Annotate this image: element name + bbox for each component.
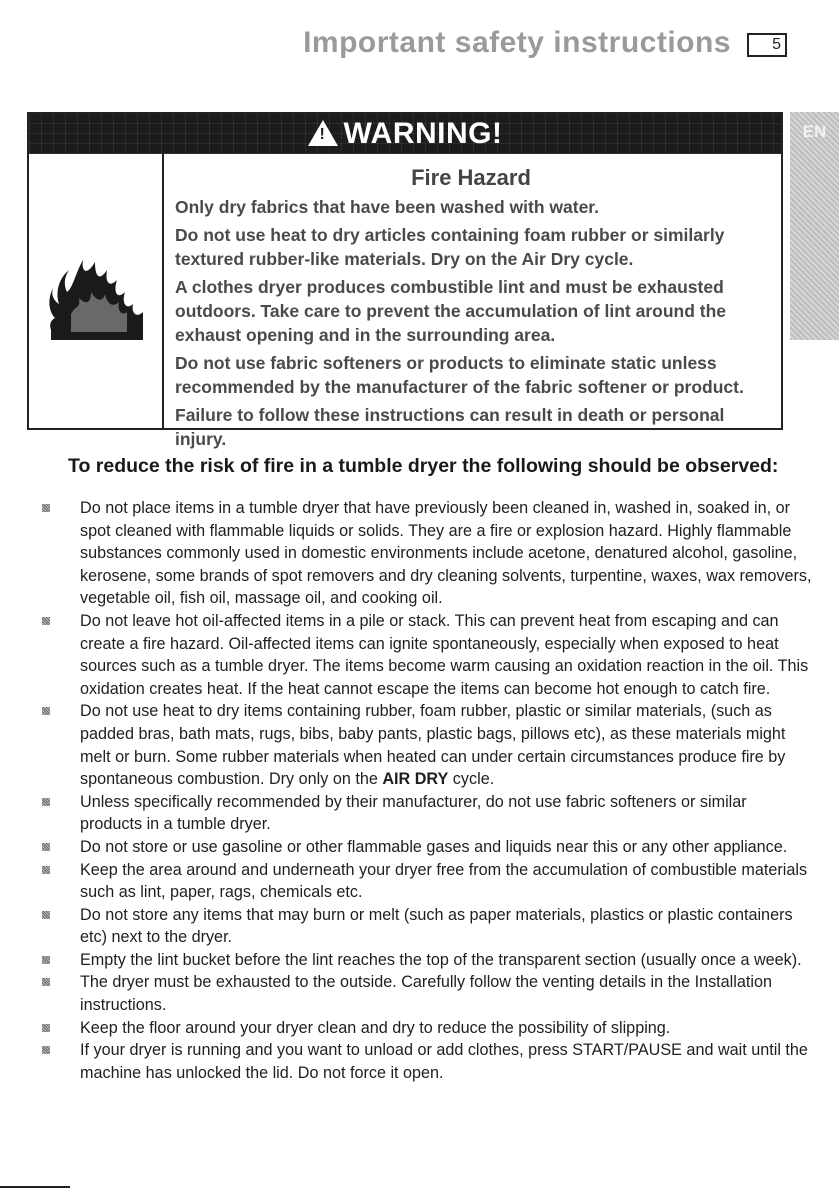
warning-text	[175, 166, 767, 455]
list-item: Unless specifically recommended by their manufacturer, do not use fabric softeners or similar products in a tumble dryer.	[42, 791, 812, 836]
air-dry-label: AIR DRY	[382, 770, 449, 789]
section-heading: To reduce the risk of fire in a tumble dryer the following should be observed:	[68, 455, 779, 477]
warning-paragraph: A clothes dryer produces combustible lint and must be exhausted outdoors. Take care to prevent the accumulation of lint around the exhaust opening and in the surrounding area.	[175, 277, 726, 345]
list-item: If your dryer is running and you want to unload or add clothes, press START/PAUSE and wait until the machine has unlocked the lid. Do not force it open.	[42, 1039, 812, 1084]
warning-banner	[29, 114, 781, 154]
list-item: Keep the floor around your dryer clean and dry to reduce the possibility of slipping.	[42, 1017, 812, 1040]
list-item: The dryer must be exhausted to the outside. Carefully follow the venting details in the Installation instructions.	[42, 971, 812, 1016]
warning-paragraph: Failure to follow these instructions can result in death or personal injury.	[175, 405, 725, 449]
safety-bullet-list	[42, 497, 812, 1084]
warning-box	[27, 112, 783, 449]
fire-icon-cell	[29, 154, 164, 428]
language-tab	[790, 112, 839, 340]
list-item: Do not store or use gasoline or other flammable gases and liquids near this or any other appliance.	[42, 836, 812, 859]
list-item	[42, 700, 812, 790]
warning-triangle-icon: !	[308, 120, 338, 146]
warning-paragraph: Do not use heat to dry articles containing foam rubber or similarly textured rubber-like materials. Dry on the Air Dry cycle.	[175, 225, 725, 269]
language-tab-label: EN	[802, 122, 827, 141]
list-item: Empty the lint bucket before the lint reaches the top of the transparent section (usually once a week).	[42, 949, 812, 972]
list-item: Do not place items in a tumble dryer that have previously been cleaned in, washed in, soaked in, or spot cleaned with flammable liquids or solids. They are a fire or explosion hazard. Highly flammable substances commonly used in domestic environments include acetone, denatured alcohol, gasoline, kerosene, some brands of spot removers and dry cleaning solvents, turpentine, waxes, wax removers, vegetable oil, fish oil, massage oil, and cooking oil.	[42, 497, 812, 610]
hazard-title: Fire Hazard	[411, 165, 531, 190]
list-item-text: cycle.	[448, 770, 495, 789]
list-item-text: Do not use heat to dry items containing rubber, foam rubber, plastic or similar materials, (such as padded bras, bath mats, rugs, bibs, baby pants, plastic bags, pillows etc), as these materials might melt or burn. Some rubber materials when heated can under certain circumstances produce fire by spontaneous combustion. Dry only on the	[80, 702, 786, 789]
list-item: Do not store any items that may burn or melt (such as paper materials, plastics or plastic containers etc) next to the dryer.	[42, 904, 812, 949]
page-number: 5	[747, 33, 787, 57]
page-title: Important safety instructions	[303, 26, 731, 59]
warning-paragraph: Only dry fabrics that have been washed with water.	[175, 197, 600, 217]
warning-label: WARNING!	[343, 117, 503, 150]
footer-rule	[0, 1186, 70, 1188]
list-item: Do not leave hot oil-affected items in a pile or stack. This can prevent heat from escaping and can create a fire hazard. Oil-affected items can ignite spontaneously, especially when exposed to heat sources such as a tumble dryer. The items become warm causing an oxidation reaction in the oil. This oxidation creates heat. If the heat cannot escape the items can become hot enough to catch fire.	[42, 610, 812, 700]
fire-hazard-icon	[47, 252, 147, 342]
list-item: Keep the area around and underneath your dryer free from the accumulation of combustible materials such as lint, paper, rags, chemicals etc.	[42, 859, 812, 904]
warning-paragraph: Do not use fabric softeners or products to eliminate static unless recommended by the manufacturer of the fabric softener or product.	[175, 353, 744, 397]
